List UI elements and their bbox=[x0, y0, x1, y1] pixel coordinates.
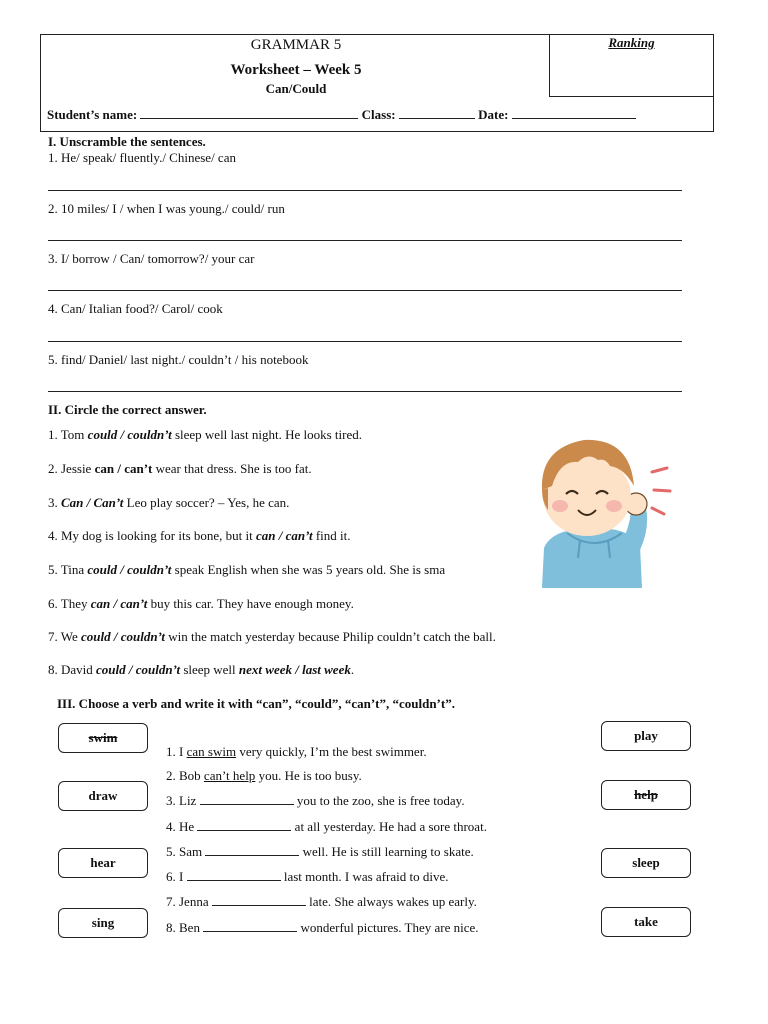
date-label: Date: bbox=[478, 107, 509, 122]
item-text: you. He is too busy. bbox=[255, 768, 362, 783]
item-text: 8. Ben bbox=[166, 920, 204, 935]
item-text: find it. bbox=[312, 528, 351, 543]
ranking-label: Ranking bbox=[608, 35, 655, 50]
class-field[interactable] bbox=[399, 108, 475, 119]
verb-box-swim[interactable]: swim bbox=[58, 723, 148, 753]
item-text: Leo play soccer? – Yes, he can. bbox=[123, 495, 290, 510]
item-text: well. He is still learning to skate. bbox=[299, 844, 474, 859]
answer-blank[interactable] bbox=[205, 845, 299, 856]
verb-box-help[interactable]: help bbox=[601, 780, 691, 810]
item-text: speak English when she was 5 years old. She is sma bbox=[171, 562, 446, 577]
fill-item bbox=[166, 920, 479, 936]
example-answer: can’t help bbox=[203, 768, 256, 783]
example-answer: can swim bbox=[186, 744, 237, 759]
answer-options[interactable]: could / couldn’t bbox=[87, 427, 172, 442]
item-text: 7. We bbox=[48, 629, 82, 644]
circle-item bbox=[48, 461, 312, 477]
unscramble-item: 4. Can/ Italian food?/ Carol/ cook bbox=[48, 301, 223, 316]
circle-item bbox=[48, 427, 362, 443]
answer-blank[interactable] bbox=[200, 794, 294, 805]
verb-box-draw[interactable]: draw bbox=[58, 781, 148, 811]
fill-item bbox=[166, 844, 474, 860]
worksheet-title: GRAMMAR 5 bbox=[250, 37, 342, 53]
student-name-label: Student’s name: bbox=[47, 107, 138, 122]
item-text: 3. bbox=[48, 495, 61, 510]
answer-options[interactable]: next week / last week bbox=[238, 662, 351, 677]
worksheet-subtitle: Worksheet – Week 5 bbox=[230, 62, 362, 78]
fill-item bbox=[166, 869, 448, 885]
item-text: sleep well last night. He looks tired. bbox=[171, 427, 362, 442]
fill-item bbox=[166, 744, 427, 760]
answer-options[interactable]: can / can’t bbox=[94, 461, 153, 476]
item-text: 4. He bbox=[166, 819, 198, 834]
ranking-box bbox=[549, 34, 714, 97]
item-text: 5. Sam bbox=[166, 844, 206, 859]
unscramble-item: 5. find/ Daniel/ last night./ couldn’t / his notebook bbox=[48, 352, 309, 367]
fill-item bbox=[166, 819, 487, 835]
item-text: 2. Jessie bbox=[48, 461, 95, 476]
item-text: . bbox=[350, 662, 355, 677]
answer-blank[interactable] bbox=[187, 870, 281, 881]
item-text: 5. Tina bbox=[48, 562, 88, 577]
item-text: 6. They bbox=[48, 596, 91, 611]
item-text: last month. I was afraid to dive. bbox=[280, 869, 449, 884]
item-text: wear that dress. She is too fat. bbox=[152, 461, 312, 476]
answer-blank[interactable] bbox=[212, 895, 306, 906]
answer-line[interactable] bbox=[48, 240, 682, 241]
item-text: 8. David bbox=[48, 662, 97, 677]
worksheet-topic: Can/Could bbox=[265, 81, 327, 96]
student-info-row bbox=[47, 107, 636, 123]
unscramble-item: 3. I/ borrow / Can/ tomorrow?/ your car bbox=[48, 251, 255, 266]
item-text: very quickly, I’m the best swimmer. bbox=[236, 744, 427, 759]
circle-item bbox=[48, 596, 354, 612]
answer-line[interactable] bbox=[48, 190, 682, 191]
item-text: win the match yesterday because Philip couldn’t catch the ball. bbox=[165, 629, 496, 644]
unscramble-item: 2. 10 miles/ I / when I was young./ could/ run bbox=[48, 201, 285, 216]
circle-item bbox=[48, 662, 354, 678]
item-text: sleep well bbox=[180, 662, 239, 677]
header-box bbox=[40, 34, 714, 132]
circle-item bbox=[48, 629, 496, 645]
answer-options[interactable]: can / can’t bbox=[90, 596, 148, 611]
answer-options[interactable]: could / couldn’t bbox=[87, 562, 172, 577]
answer-options[interactable]: Can / Can’t bbox=[61, 495, 124, 510]
item-text: 4. My dog is looking for its bone, but it bbox=[48, 528, 256, 543]
item-text: buy this car. They have enough money. bbox=[147, 596, 354, 611]
answer-blank[interactable] bbox=[203, 921, 297, 932]
answer-options[interactable]: could / couldn’t bbox=[81, 629, 166, 644]
item-text: at all yesterday. He had a sore throat. bbox=[291, 819, 487, 834]
section2-title: II. Circle the correct answer. bbox=[48, 402, 207, 417]
verb-box-play[interactable]: play bbox=[601, 721, 691, 751]
boy-illustration bbox=[512, 428, 677, 588]
section1-title: I. Unscramble the sentences. bbox=[48, 134, 206, 149]
fill-item bbox=[166, 793, 465, 809]
fill-item bbox=[166, 768, 362, 784]
circle-item bbox=[48, 495, 289, 511]
answer-options[interactable]: can / can’t bbox=[256, 528, 313, 543]
section3-title: III. Choose a verb and write it with “can”, “could”, “can’t”, “couldn’t”. bbox=[57, 696, 455, 711]
date-field[interactable] bbox=[512, 108, 636, 119]
item-text: late. She always wakes up early. bbox=[305, 894, 477, 909]
item-text: 7. Jenna bbox=[166, 894, 212, 909]
item-text: 3. Liz bbox=[166, 793, 200, 808]
circle-item bbox=[48, 562, 445, 578]
item-text: 1. Tom bbox=[48, 427, 88, 442]
answer-blank[interactable] bbox=[197, 820, 291, 831]
item-text: you to the zoo, she is free today. bbox=[293, 793, 465, 808]
circle-item bbox=[48, 528, 351, 544]
item-text: 6. I bbox=[166, 869, 187, 884]
verb-box-sleep[interactable]: sleep bbox=[601, 848, 691, 878]
item-text: 2. Bob bbox=[166, 768, 204, 783]
verb-box-take[interactable]: take bbox=[601, 907, 691, 937]
answer-options[interactable]: could / couldn’t bbox=[96, 662, 181, 677]
verb-box-hear[interactable]: hear bbox=[58, 848, 148, 878]
answer-line[interactable] bbox=[48, 341, 682, 342]
unscramble-item: 1. He/ speak/ fluently./ Chinese/ can bbox=[48, 150, 236, 165]
item-text: wonderful pictures. They are nice. bbox=[297, 920, 479, 935]
fill-item bbox=[166, 894, 477, 910]
verb-box-sing[interactable]: sing bbox=[58, 908, 148, 938]
student-name-field[interactable] bbox=[140, 108, 358, 119]
class-label: Class: bbox=[361, 107, 396, 122]
item-text: 1. I bbox=[166, 744, 187, 759]
answer-line[interactable] bbox=[48, 290, 682, 291]
answer-line[interactable] bbox=[48, 391, 682, 392]
